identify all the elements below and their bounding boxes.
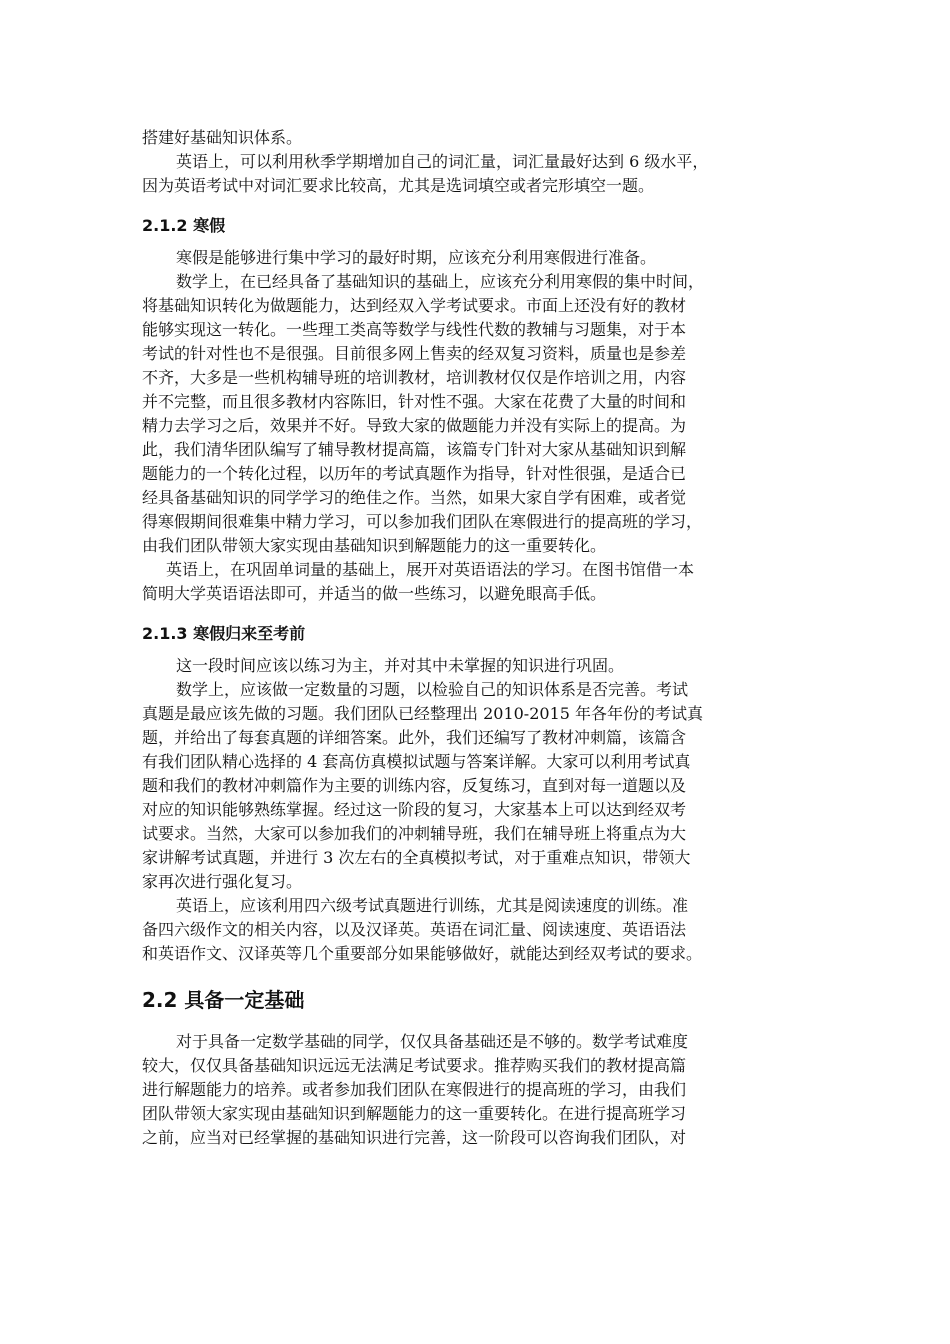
text-line: 备四六级作文的相关内容，以及汉译英。英语在词汇量、阅读速度、英语语法 [142,920,687,939]
text-line: 考试的针对性也不是很强。目前很多网上售卖的经双复习资料，质量也是参差 [142,344,687,363]
text-line: 这一段时间应该以练习为主，并对其中未掌握的知识进行巩固。 [176,656,625,675]
text-line: 搭建好基础知识体系。 [142,128,303,147]
text-line: 家讲解考试真题，并进行 3 次左右的全真模拟考试，对于重难点知识，带领大 [142,848,691,867]
text-line: 数学上，在已经具备了基础知识的基础上，应该充分利用寒假的集中时间， [176,272,705,291]
text-line: 英语上，在巩固单词量的基础上，展开对英语语法的学习。在图书馆借一本 [166,560,695,579]
text-line: 真题是最应该先做的习题。我们团队已经整理出 2010-2015 年各年份的考试真 [142,704,704,723]
text-line: 对应的知识能够熟练掌握。经过这一阶段的复习，大家基本上可以达到经双考 [142,800,687,819]
paragraph-winter-intro [142,246,812,270]
text-line: 英语上，应该利用四六级考试真题进行训练，尤其是阅读速度的训练。准 [176,896,689,915]
paragraph-english-autumn [142,150,812,198]
text-line: 题和我们的教材冲刺篇作为主要的训练内容，反复练习，直到对每一道题以及 [142,776,687,795]
paragraph-winter-english [142,558,812,606]
text-line: 进行解题能力的培养。或者参加我们团队在寒假进行的提高班的学习，由我们 [142,1080,687,1099]
text-line: 能够实现这一转化。一些理工类高等数学与线性代数的教辅与习题集，对于本 [142,320,687,339]
text-line: 寒假是能够进行集中学习的最好时期，应该充分利用寒假进行准备。 [176,248,657,267]
text-line: 试要求。当然，大家可以参加我们的冲刺辅导班，我们在辅导班上将重点为大 [142,824,687,843]
paragraph-exam-english [142,894,812,966]
text-line: 并不完整，而且很多教材内容陈旧，针对性不强。大家在花费了大量的时间和 [142,392,687,411]
text-line: 对于具备一定数学基础的同学，仅仅具备基础还是不够的。数学考试难度 [176,1032,689,1051]
section-heading-2-2: 2.2 具备一定基础 [142,988,305,1012]
section-heading-2-1-3: 2.1.3 寒假归来至考前 [142,624,306,643]
document-page [142,126,812,1150]
text-line: 和英语作文、汉译英等几个重要部分如果能够做好，就能达到经双考试的要求。 [142,944,703,963]
paragraph-exam-intro [142,654,812,678]
text-line: 较大，仅仅具备基础知识远远无法满足考试要求。推荐购买我们的教材提高篇 [142,1056,687,1075]
text-line: 此，我们清华团队编写了辅导教材提高篇，该篇专门针对大家从基础知识到解 [142,440,687,459]
text-line: 因为英语考试中对词汇要求比较高，尤其是选词填空或者完形填空一题。 [142,176,655,195]
text-line: 之前，应当对已经掌握的基础知识进行完善，这一阶段可以咨询我们团队，对 [142,1128,687,1147]
text-line: 团队带领大家实现由基础知识到解题能力的这一重要转化。在进行提高班学习 [142,1104,687,1123]
text-line: 英语上，可以利用秋季学期增加自己的词汇量，词汇量最好达到 6 级水平， [176,152,709,171]
text-line: 精力去学习之后，效果并不好。导致大家的做题能力并没有实际上的提高。为 [142,416,687,435]
section-heading-2-1-2: 2.1.2 寒假 [142,216,226,235]
paragraph-foundation-end [142,126,812,150]
paragraph-winter-math [142,270,812,558]
text-line: 数学上，应该做一定数量的习题，以检验自己的知识体系是否完善。考试 [176,680,689,699]
text-line: 经具备基础知识的同学学习的绝佳之作。当然，如果大家自学有困难，或者觉 [142,488,687,507]
text-line: 题，并给出了每套真题的详细答案。此外，我们还编写了教材冲刺篇，该篇含 [142,728,687,747]
text-line: 不齐，大多是一些机构辅导班的培训教材，培训教材仅仅是作培训之用，内容 [142,368,687,387]
text-line: 得寒假期间很难集中精力学习，可以参加我们团队在寒假进行的提高班的学习， [142,512,703,531]
paragraph-basic-foundation [142,1030,812,1150]
paragraph-exam-math [142,678,812,894]
text-line: 家再次进行强化复习。 [142,872,303,891]
text-line: 由我们团队带领大家实现由基础知识到解题能力的这一重要转化。 [142,536,607,555]
text-line: 将基础知识转化为做题能力，达到经双入学考试要求。市面上还没有好的教材 [142,296,687,315]
text-line: 简明大学英语语法即可，并适当的做一些练习，以避免眼高手低。 [142,584,607,603]
text-line: 题能力的一个转化过程，以历年的考试真题作为指导，针对性很强，是适合已 [142,464,687,483]
text-line: 有我们团队精心选择的 4 套高仿真模拟试题与答案详解。大家可以利用考试真 [142,752,691,771]
